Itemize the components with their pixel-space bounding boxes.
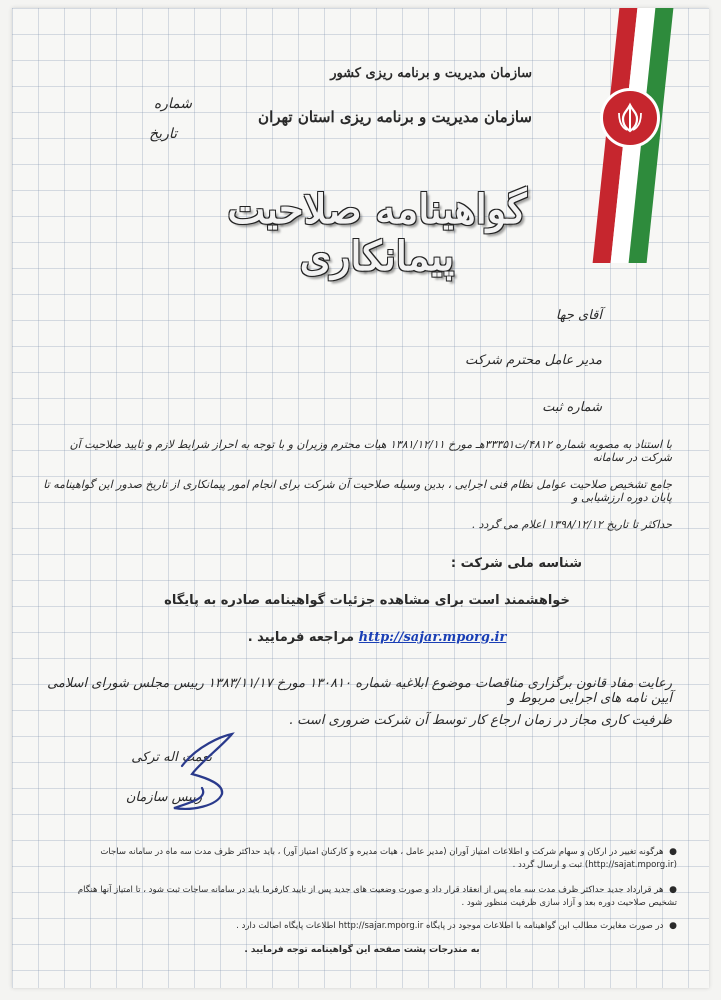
footnote-2-text: هر قرارداد جدید حداکثر ظرف مدت سه ماه پس از انعقاد قرار داد و صورت وضعیت های جدید پس از تایید کارفرما باید در سامانه ساجات ثبت شود ، تا امتیاز آنها هنگام تشخیص صلاحیت دوره بعد و آزاد سازی ظرفیت منظور شود . — [77, 885, 677, 908]
header-org-province: سازمان مدیریت و برنامه ریزی استان تهران — [258, 108, 532, 126]
national-id-label: شناسه ملی شرکت : — [450, 556, 582, 571]
addressee-name: آقای جها — [555, 308, 602, 323]
addressee-registration: شماره ثبت — [542, 400, 602, 415]
footnote-closing: به مندرجات پشت صفحه این گواهینامه توجه فرمایید . — [244, 945, 480, 955]
footnote-3-text: در صورت مغایرت مطالب این گواهینامه با اطلاعات موجود در پایگاه http://sajar.mporg.ir اطلاعات پایگاه اصالت دارد . — [236, 921, 664, 931]
footnote-1 — [77, 846, 677, 872]
body-line-2: جامع تشخیص صلاحیت عوامل نظام فنی اجرایی ، بدین وسیله صلاحیت آن شرکت برای انجام امور پیمانکاری از تاریخ صدور این گواهینامه تا پایان دوره ارزشیابی و — [43, 478, 672, 504]
body-line-3: حداکثر تا تاریخ ۱۳۹۸/۱۲/۱۲ اعلام می گردد . — [471, 518, 672, 531]
iran-emblem-icon — [600, 88, 660, 148]
footnote-2 — [77, 884, 677, 910]
url-line — [232, 630, 522, 645]
footnote-3 — [77, 920, 677, 933]
signatory-name: نعمت اله ترکی — [131, 750, 212, 765]
number-label: شماره — [153, 96, 192, 112]
note-line-1: رعایت مفاد قانون برگزاری مناقصات موضوع ابلاغیه شماره ۱۳۰۸۱۰ مورخ ۱۳۸۳/۱۱/۱۷ رییس مجلس شورای اسلامی آیین نامه های اجرایی مربوط و — [47, 676, 672, 706]
note-line-2: ظرفیت کاری مجاز در زمان ارجاع کار توسط آن شرکت ضروری است . — [288, 713, 672, 728]
body-line-1: با استناد به مصوبه شماره ۴۸۱۲/ت۳۳۳۵۱هـ مورخ ۱۳۸۱/۱۲/۱۱ هیات محترم وزیران و با توجه به احراز شرایط لازم و تایید صلاحیت آن شرکت در سامانه — [69, 438, 672, 464]
signature-mark — [162, 726, 242, 816]
footnote-1-text: هرگونه تغییر در ارکان و سهام شرکت و اطلاعات امتیاز آوران (مدیر عامل ، هیات مدیره و کارکنان امتیاز آور) ، باید حداکثر ظرف مدت سه ماه در سامانه ساجات (http://sajat.mporg.ir) ثبت و ارسال گردد . — [100, 847, 677, 870]
addressee-position: مدیر عامل محترم شرکت — [464, 353, 602, 368]
refer-text: مراجعه فرمایید . — [247, 630, 355, 645]
request-line: خواهشمند است برای مشاهده جزئیات گواهینامه صادره به پایگاه — [164, 593, 570, 608]
bullet-icon: ● — [669, 921, 677, 931]
bullet-icon: ● — [669, 885, 677, 895]
page-title: گواهینامه صلاحیت پیمانکاری — [227, 186, 527, 280]
sajar-link[interactable]: http://sajar.mporg.ir — [358, 630, 507, 645]
certificate-sheet — [12, 8, 709, 988]
bullet-icon: ● — [669, 847, 677, 857]
header-org-country: سازمان مدیریت و برنامه ریزی کشور — [330, 66, 532, 81]
date-label: تاریخ — [149, 126, 177, 142]
signatory-role: رییس سازمان — [125, 790, 202, 805]
